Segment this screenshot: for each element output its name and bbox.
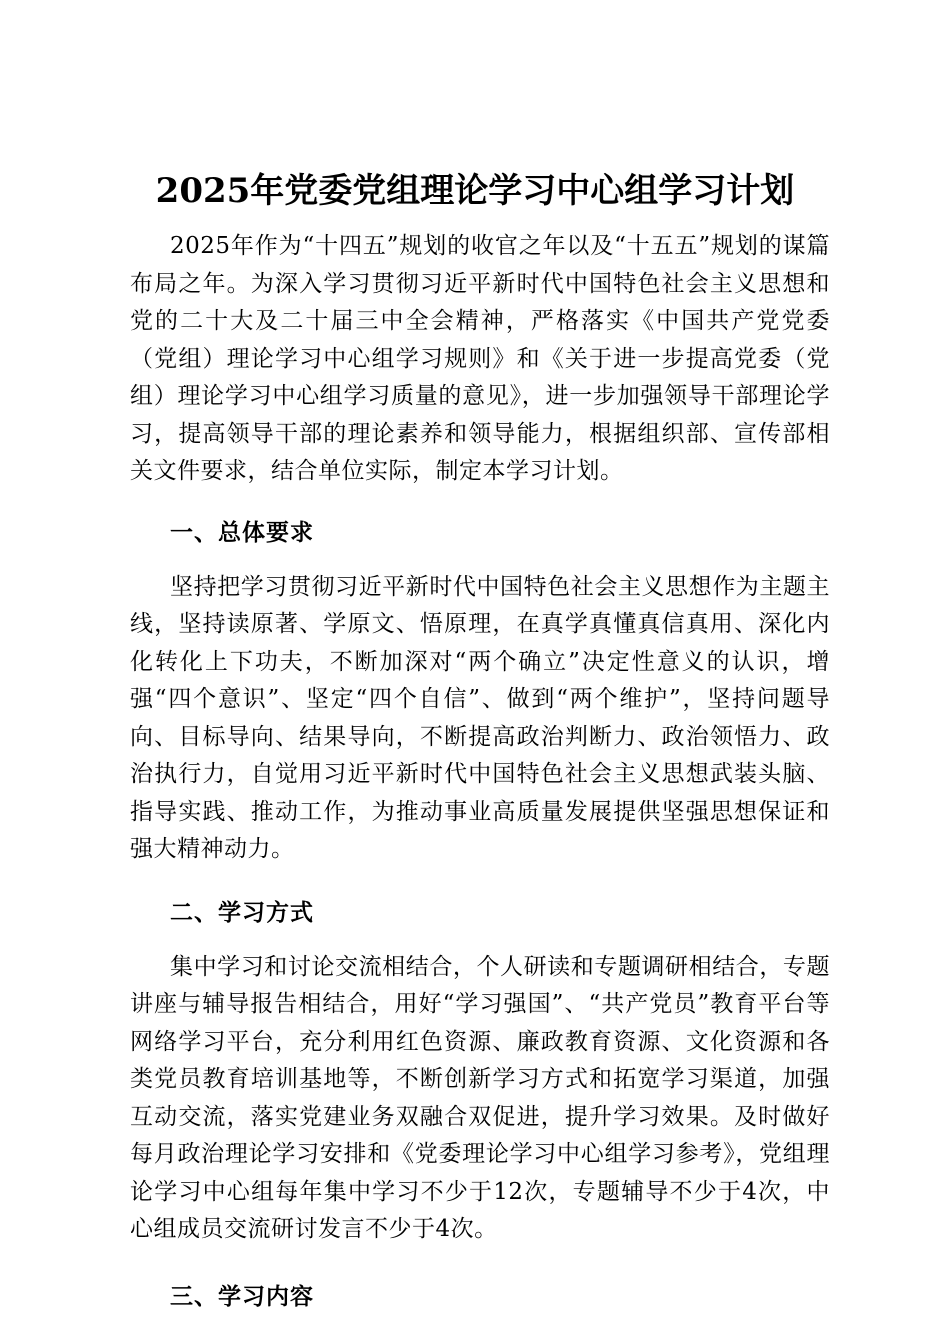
intro-paragraph: 2025年作为“十四五”规划的收官之年以及“十五五”规划的谋篇布局之年。为深入学习贯彻习近平新时代中国特色社会主义思想和党的二十大及二十届三中全会精神，严格落实《中国共产党党委（党组）理论学习中心组学习规则》和《关于进一步提高党委（党组）理论学习中心组学习质量的意见》，进一步加强领导干部理论学习，提高领导干部的理论素养和领导能力，根据组织部、宣传部相关文件要求，结合单位实际，制定本学习计划。 [130, 233, 830, 484]
section-body-study-methods: 集中学习和讨论交流相结合，个人研读和专题调研相结合，专题讲座与辅导报告相结合，用好“学习强国”、“共产党员”教育平台等网络学习平台，充分利用红色资源、廉政教育资源、文化资源和各类党员教育培训基地等，不断创新学习方式和拓宽学习渠道，加强互动交流，落实党建业务双融合双促进，提升学习效果。及时做好每月政治理论学习安排和《党委理论学习中心组学习参考》，党组理论学习中心组每年集中学习不少于12次，专题辅导不少于4次，中心组成员交流研讨发言不少于4次。 [130, 953, 830, 1242]
section-body-general-requirements: 坚持把学习贯彻习近平新时代中国特色社会主义思想作为主题主线，坚持读原著、学原文、悟原理，在真学真懂真信真用、深化内化转化上下功夫，不断加深对“两个确立”决定性意义的认识，增强“四个意识”、坚定“四个自信”、做到“两个维护”，坚持问题导向、目标导向、结果导向，不断提高政治判断力、政治领悟力、政治执行力，自觉用习近平新时代中国特色社会主义思想武装头脑、指导实践、推动工作，为推动事业高质量发展提供坚强思想保证和强大精神动力。 [130, 573, 830, 862]
document-body [130, 228, 830, 1333]
section-heading-general-requirements: 一、总体要求 [170, 519, 314, 546]
section-heading-study-methods: 二、学习方式 [170, 899, 314, 926]
document-title: 2025年党委党组理论学习中心组学习计划 [155, 171, 795, 211]
section-heading-study-content: 三、学习内容 [170, 1283, 314, 1310]
